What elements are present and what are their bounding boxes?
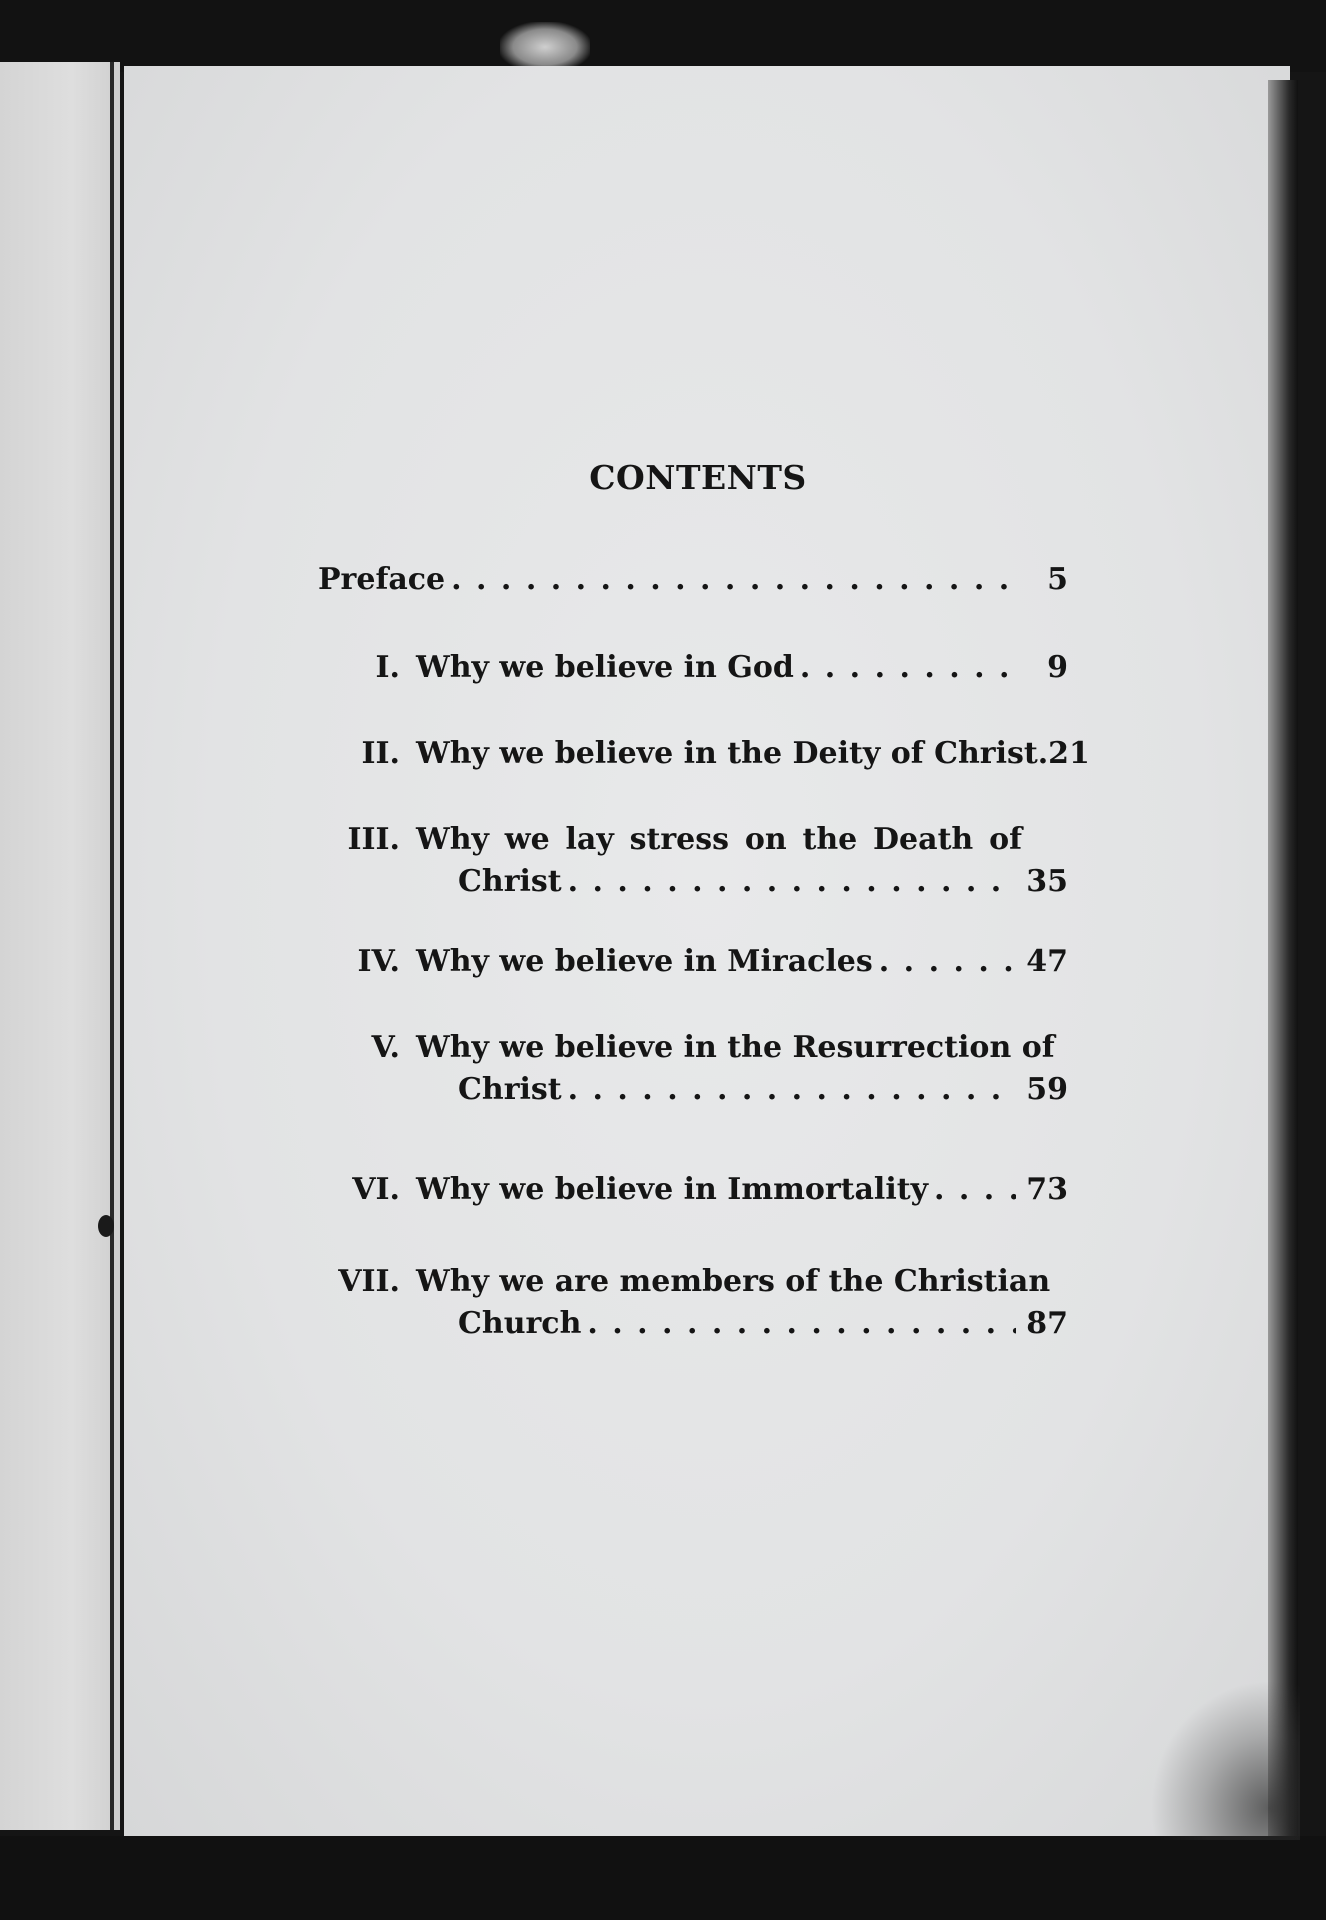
toc-entry-title-line2: Christ: [458, 864, 562, 899]
toc-entry-title-line2: Christ: [458, 1072, 562, 1107]
toc-entry-title-line1: Why we are members of the Christian: [416, 1264, 1051, 1299]
dot-leader: [800, 650, 1022, 685]
dot-leader: [587, 1306, 1016, 1341]
toc-page-number: 73: [1026, 1172, 1068, 1207]
chapter-numeral: I.: [375, 650, 400, 685]
book-spine-line: [110, 62, 114, 1830]
top-smudge: [500, 22, 590, 72]
toc-entry-title: Preface: [318, 562, 446, 597]
toc-entry-title: Why we believe in Immortality: [416, 1172, 929, 1207]
toc-entry-title-line1: Why we lay stress on the Death of: [416, 822, 1022, 857]
toc-entry-chapter-5: [318, 1030, 1068, 1114]
toc-entry-chapter-7: [318, 1264, 1068, 1348]
bottom-dark-border: [0, 1836, 1326, 1920]
toc-entry-chapter-4: [318, 944, 1068, 986]
chapter-numeral: IV.: [357, 944, 400, 979]
toc-entry-title: Why we believe in Miracles: [416, 944, 873, 979]
toc-page-number: 21: [1048, 736, 1090, 771]
toc-page-number: 47: [1026, 944, 1068, 979]
corner-grime: [1150, 1680, 1300, 1840]
toc-entry-title-line2: Church: [458, 1306, 582, 1341]
top-dark-border: [0, 0, 1326, 72]
toc-entry-chapter-3: [318, 822, 1068, 906]
dot-leader: [451, 562, 1022, 597]
toc-page-number: 9: [1047, 650, 1068, 685]
toc-entry-chapter-6: [318, 1172, 1068, 1214]
dot-leader: [879, 944, 1016, 979]
toc-page-number: 5: [1047, 562, 1068, 597]
chapter-numeral: VI.: [352, 1172, 400, 1207]
toc-page-number: 59: [1026, 1072, 1068, 1107]
toc-entry-chapter-2: [318, 736, 1090, 778]
dot-leader: [568, 864, 1017, 899]
toc-entry-chapter-1: [318, 650, 1068, 692]
toc-entry-title: Why we believe in God: [416, 650, 794, 685]
dot-leader: [934, 1172, 1016, 1207]
chapter-numeral: III.: [347, 822, 400, 857]
chapter-numeral: VII.: [338, 1264, 400, 1299]
toc-page-number: 35: [1026, 864, 1068, 899]
ink-blot: [98, 1215, 114, 1237]
chapter-numeral: V.: [371, 1030, 400, 1065]
toc-entry-preface: [318, 562, 1068, 604]
facing-page-edge: [0, 62, 120, 1830]
toc-entry-title: Why we believe in the Deity of Christ.: [416, 736, 1049, 771]
toc-entry-title-line1: Why we believe in the Resurrection of: [416, 1030, 1055, 1065]
toc-page-number: 87: [1026, 1306, 1068, 1341]
chapter-numeral: II.: [361, 736, 400, 771]
page-right-shadow: [1268, 80, 1298, 1840]
contents-heading: CONTENTS: [589, 458, 807, 497]
dot-leader: [568, 1072, 1017, 1107]
